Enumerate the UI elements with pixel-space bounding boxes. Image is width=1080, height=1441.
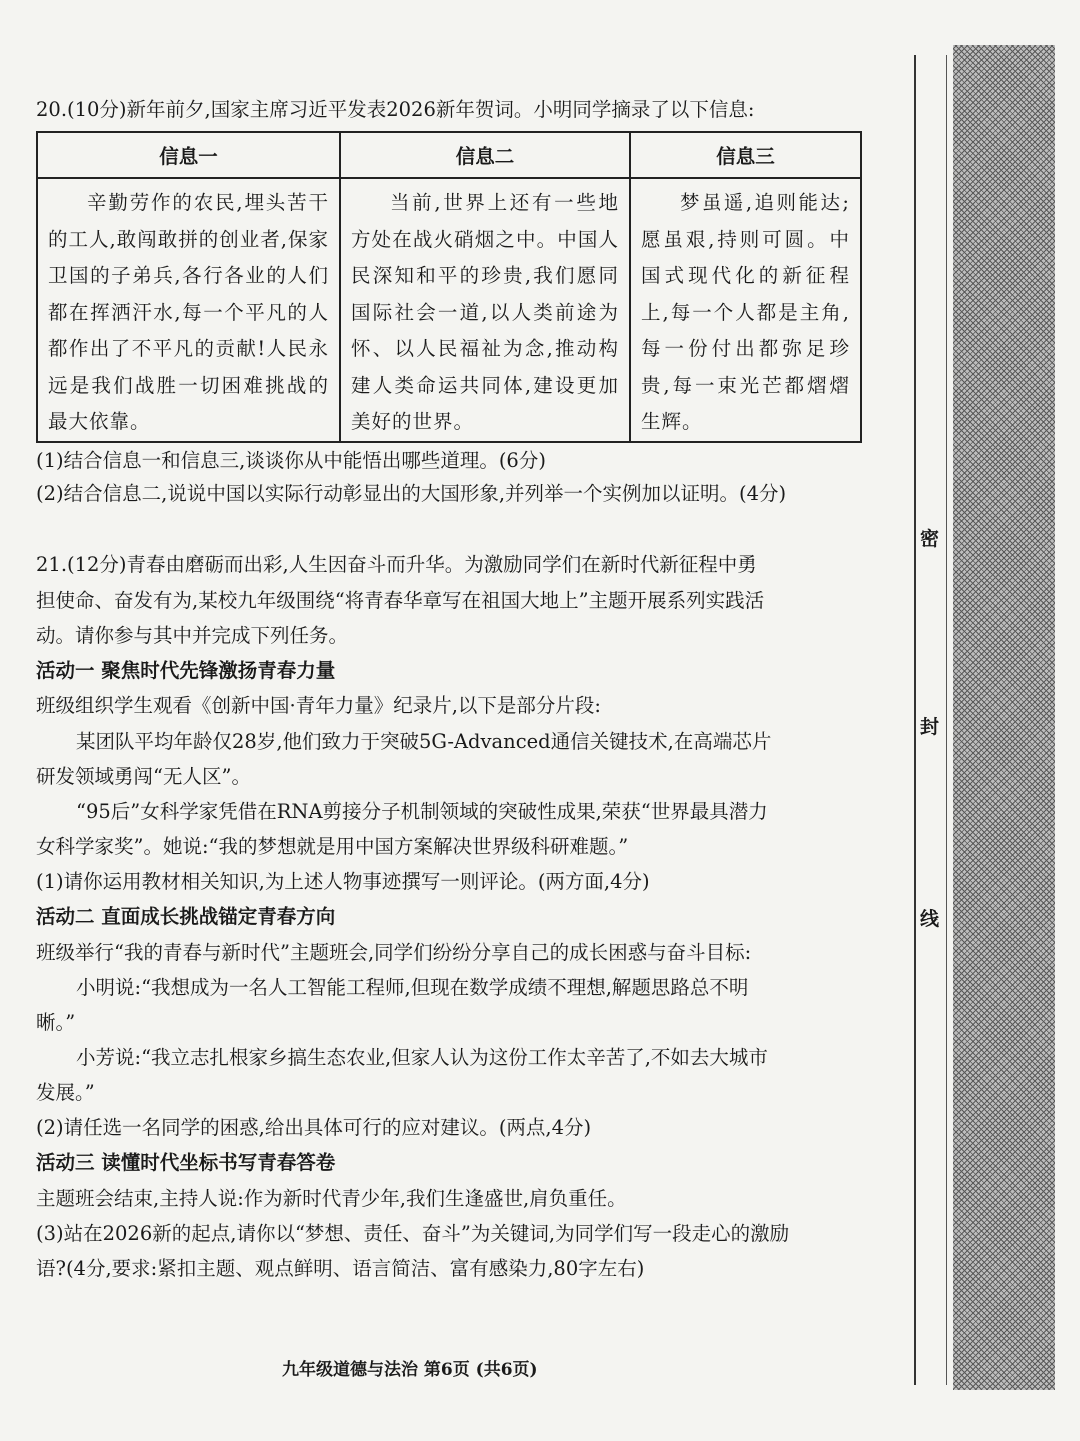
activity3-question-line2: 语?(4分,要求:紧扣主题、观点鲜明、语言简洁、富有感染力,80字左右) [36,1257,645,1280]
activity3-title: 活动三 读懂时代坐标书写青春答卷 [36,1151,336,1174]
q21-stem-line1: 21.(12分)青春由磨砺而出彩,人生因奋斗而升华。为激励同学们在新时代新征程中勇 [36,553,757,576]
activity1-question: (1)请你运用教材相关知识,为上述人物事迹撰写一则评论。(两方面,4分) [36,870,650,893]
info-cell-2 [340,178,630,442]
info-header-2: 信息二 [340,132,630,178]
activity2-para1-line2: 晰。” [36,1011,76,1034]
activity2-para2-line1: 小芳说:“我立志扎根家乡搞生态农业,但家人认为这份工作太辛苦了,不如去大城市 [76,1046,768,1069]
info-cell-3 [630,178,861,442]
activity2-para1-line1: 小明说:“我想成为一名人工智能工程师,但现在数学成绩不理想,解题思路总不明 [76,976,749,999]
seal-char-feng: 封 [920,708,939,743]
info-header-1: 信息一 [37,132,340,178]
q21-stem-line2: 担使命、奋发有为,某校九年级围绕“将青春华章写在祖国大地上”主题开展系列实践活 [36,589,765,612]
page-footer: 九年级道德与法治 第6页 (共6页) [282,1360,538,1380]
activity2-title: 活动二 直面成长挑战锚定青春方向 [36,905,336,928]
activity3-intro: 主题班会结束,主持人说:作为新时代青少年,我们生逢盛世,肩负重任。 [36,1187,627,1210]
activity1-para1-line2: 研发领域勇闯“无人区”。 [36,765,251,788]
activity1-para2-line2: 女科学家奖”。她说:“我的梦想就是用中国方案解决世界级科研难题。” [36,835,629,858]
activity1-para2-line1: “95后”女科学家凭借在RNA剪接分子机制领域的突破性成果,荣获“世界最具潜力 [76,800,768,823]
activity2-para2-line2: 发展。” [36,1081,95,1104]
info-header-3: 信息三 [630,132,861,178]
binding-hatch-strip [953,45,1055,1390]
seal-char-xian: 线 [920,900,939,935]
activity1-title: 活动一 聚焦时代先锋激扬青春力量 [36,659,336,682]
activity2-question: (2)请任选一名同学的困惑,给出具体可行的应对建议。(两点,4分) [36,1116,592,1139]
binding-rule [914,55,916,1385]
activity1-para1-line1: 某团队平均年龄仅28岁,他们致力于突破5G-Advanced通信关键技术,在高端芯片 [76,730,772,753]
activity2-intro: 班级举行“我的青春与新时代”主题班会,同学们纷纷分享自己的成长困惑与奋斗目标: [36,941,752,964]
info-cell-1 [37,178,340,442]
q20-sub1: (1)结合信息一和信息三,谈谈你从中能悟出哪些道理。(6分) [36,449,546,472]
activity1-intro: 班级组织学生观看《创新中国·青年力量》纪录片,以下是部分片段: [36,694,601,717]
q20-sub2: (2)结合信息二,说说中国以实际行动彰显出的大国形象,并列举一个实例加以证明。(4分) [36,482,787,505]
q21-stem-line3: 动。请你参与其中并完成下列任务。 [36,624,349,647]
activity3-question-line1: (3)站在2026新的起点,请你以“梦想、责任、奋斗”为关键词,为同学们写一段走心的激励 [36,1222,790,1245]
info-cell-3-text: 梦虽遥,追则能达;愿虽艰,持则可圆。中国式现代化的新征程上,每一个人都是主角,每一份付出都弥足珍贵,每一束光芒都熠熠生辉。 [641,191,850,433]
seal-char-mi: 密 [920,520,939,555]
info-table [36,131,862,443]
info-cell-2-text: 当前,世界上还有一些地方处在战火硝烟之中。中国人民深知和平的珍贵,我们愿同国际社会一道,以人类前途为怀、以人民福祉为念,推动构建人类命运共同体,建设更加美好的世界。 [351,191,619,433]
binding-rule-inner [946,55,947,1385]
q20-stem: 20.(10分)新年前夕,国家主席习近平发表2026新年贺词。小明同学摘录了以下信息: [36,98,755,121]
info-cell-1-text: 辛勤劳作的农民,埋头苦干的工人,敢闯敢拼的创业者,保家卫国的子弟兵,各行各业的人们都在挥洒汗水,每一个平凡的人都作出了不平凡的贡献!人民永远是我们战胜一切困难挑战的最大依靠。 [48,191,329,433]
